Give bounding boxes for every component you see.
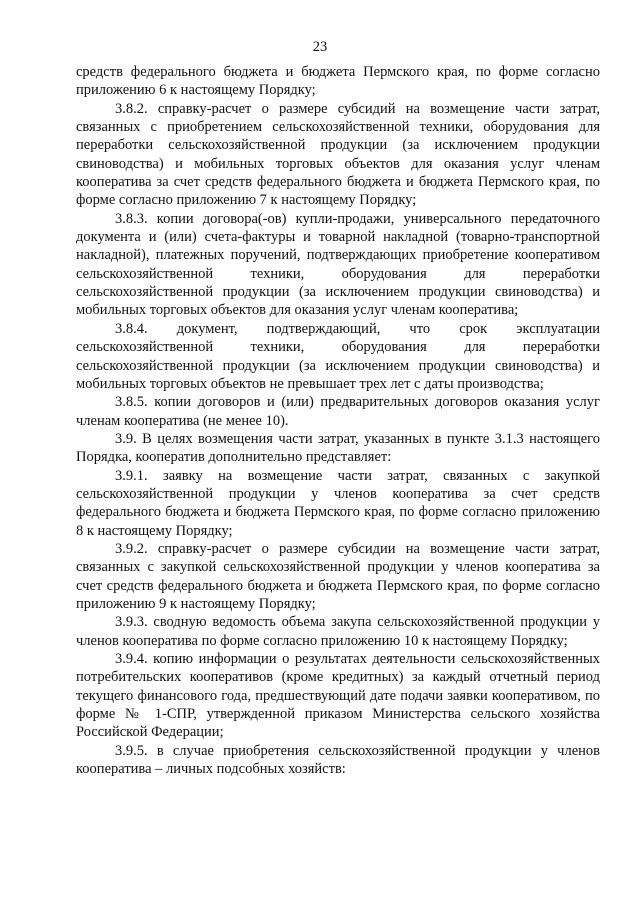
paragraph-3-9-3: 3.9.3. сводную ведомость объема закупа сельскохозяйственной продукции у членов кооператива по форме согласно приложению 10 к настоящему Порядку; <box>76 614 600 649</box>
document-body <box>76 63 600 778</box>
paragraph-3-8-4: 3.8.4. документ, подтверждающий, что срок эксплуатации сельскохозяйственной техники, оборудования для переработки сельскохозяйственной продукции (за исключением продукции свиноводства) и мобильных торговых объектов не превышает трех лет с даты производства; <box>76 320 600 392</box>
paragraph-3-8-5: 3.8.5. копии договоров и (или) предварительных договоров оказания услуг членам кооператива (не менее 10). <box>76 394 600 429</box>
paragraph-3-9-2: 3.9.2. справку-расчет о размере субсидии на возмещение части затрат, связанных с закупкой сельскохозяйственной продукции у членов кооператива за счет средств федерального бюджета и бюджета Пермского края, по форме согласно приложению 9 к настоящему Порядку; <box>76 540 600 612</box>
paragraph-3-8-2: 3.8.2. справку-расчет о размере субсидий на возмещение части затрат, связанных с приобретением сельскохозяйственной техники, оборудования для переработки сельскохозяйственной продукции (за исключением продукции свиноводства) и мобильных торговых объектов для оказания услуг членам кооператива за счет средств федерального бюджета и бюджета Пермского края, по форме согласно приложению 7 к настоящему Порядку; <box>76 100 600 209</box>
paragraph-3-9-1: 3.9.1. заявку на возмещение части затрат, связанных с закупкой сельскохозяйственной продукции у членов кооператива за счет средств федерального бюджета и бюджета Пермского края, по форме согласно приложению 8 к настоящему Порядку; <box>76 467 600 539</box>
paragraph-3-9-4: 3.9.4. копию информации о результатах деятельности сельскохозяйственных потребительских кооперативов (кроме кредитных) за каждый отчетный период текущего финансового года, предшествующий дате подачи заявки кооперативом, по форме № 1-СПР, утвержденной приказом Министерства сельского хозяйства Российской Федерации; <box>76 651 600 741</box>
paragraph-3-8-3: 3.8.3. копии договора(-ов) купли-продажи, универсального передаточного документа и (или) счета-фактуры и товарной накладной (товарно-транспортной накладной), платежных поручений, подтверждающих приобретение кооперативом сельскохозяйственной техники, оборудования для переработки сельскохозяйственной продукции (за исключением продукции свиноводства) и мобильных торговых объектов для оказания услуг членам кооператива; <box>76 210 600 319</box>
paragraph-3-9-5: 3.9.5. в случае приобретения сельскохозяйственной продукции у членов кооператива – личных подсобных хозяйств: <box>76 742 600 778</box>
paragraph-continuation: средств федерального бюджета и бюджета Пермского края, по форме согласно приложению 6 к настоящему Порядку; <box>76 64 600 99</box>
page-number: 23 <box>312 39 328 55</box>
paragraph-3-9: 3.9. В целях возмещения части затрат, указанных в пункте 3.1.3 настоящего Порядка, кооператив дополнительно представляет: <box>76 430 600 466</box>
